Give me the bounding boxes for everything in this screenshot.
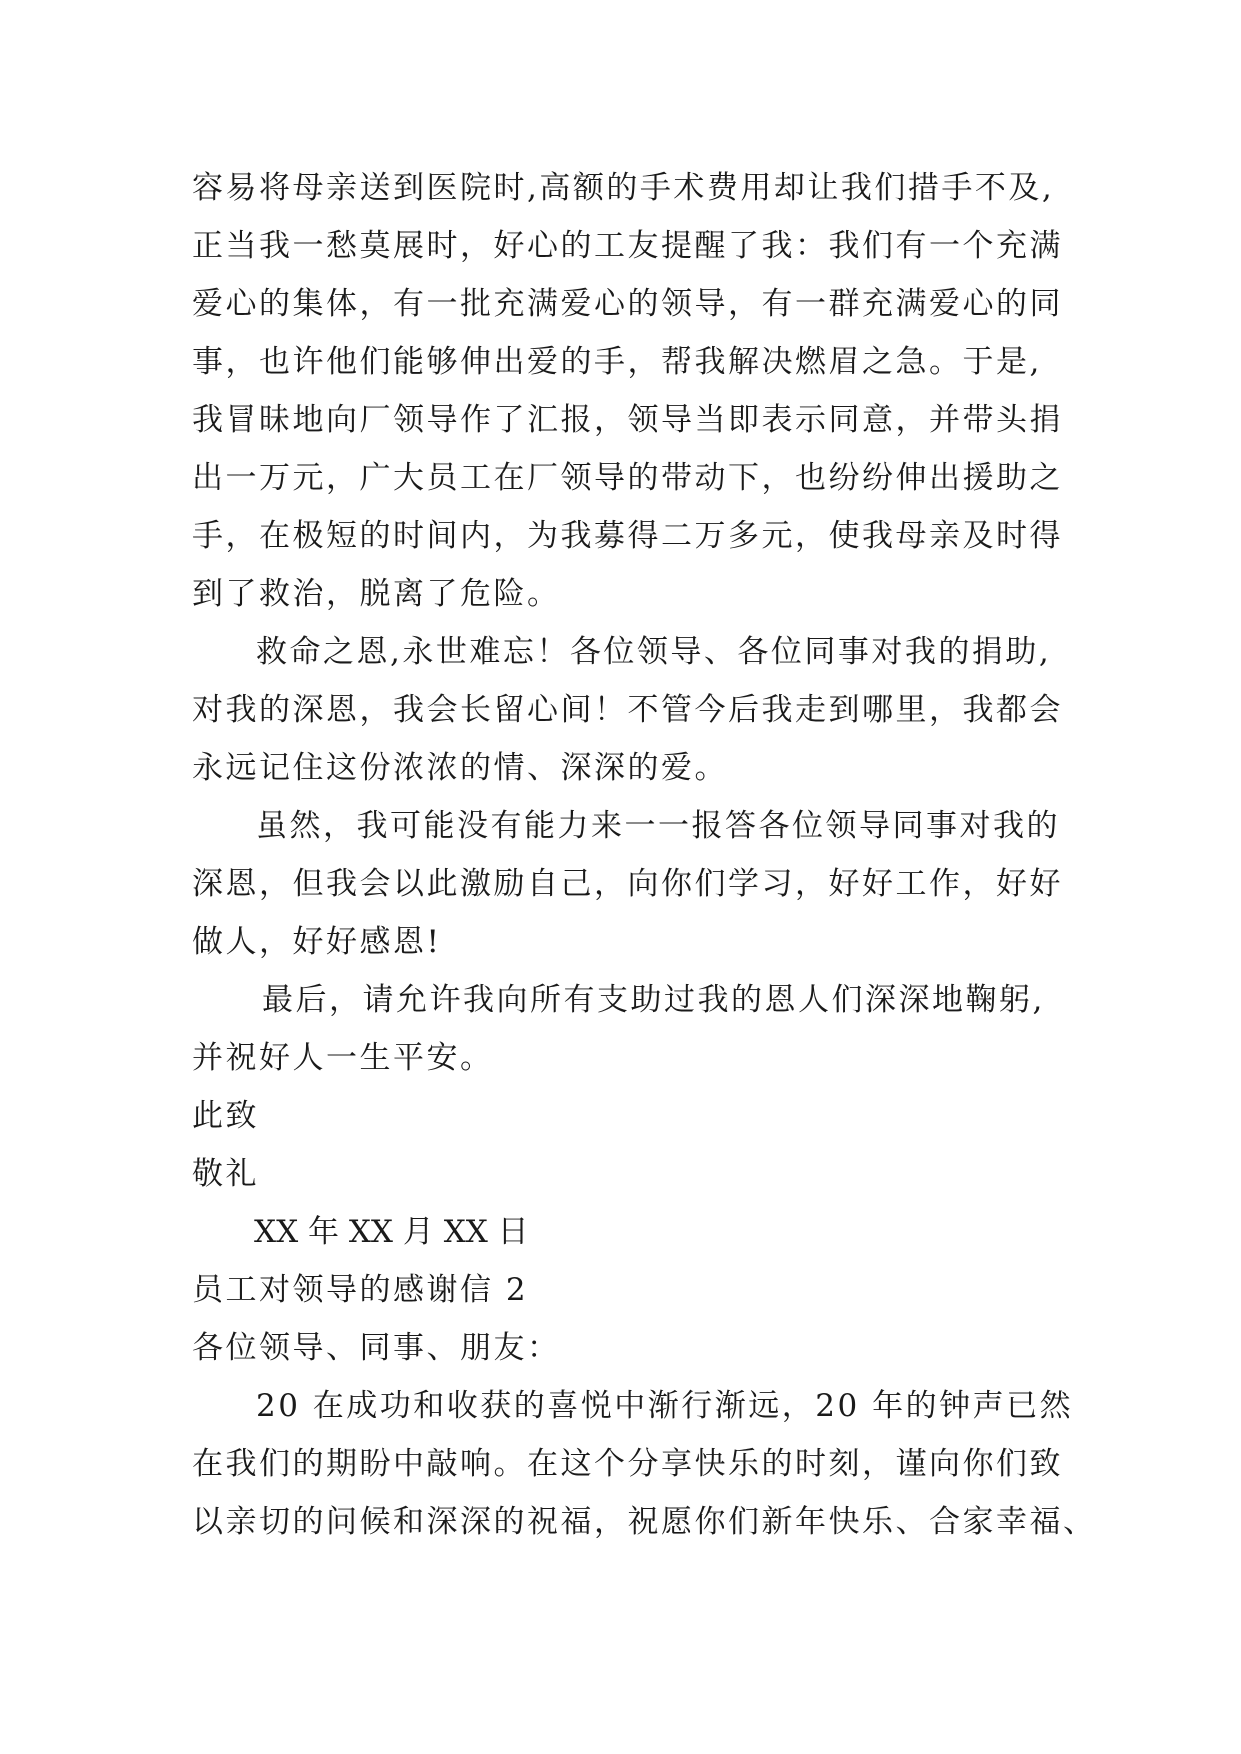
document-body	[192, 159, 1097, 1551]
letter-salutation: 各位领导、同事、朋友：	[192, 1330, 561, 1366]
paragraph-new-year	[192, 1377, 1097, 1551]
text-line: 做人，好好感恩!	[192, 924, 442, 960]
text-line: 到了救治，脱离了危险。	[192, 576, 561, 612]
text-line: 正当我一愁莫展时，好心的工友提醒了我：我们有一个充满	[192, 228, 1063, 264]
text-line: 手，在极短的时间内，为我募得二万多元，使我母亲及时得	[192, 518, 1063, 554]
text-line: 对我的深恩，我会长留心间！不管今后我走到哪里，我都会	[192, 692, 1063, 728]
closing-cizhi: 此致	[192, 1098, 259, 1134]
text-line: 虽然，我可能没有能力来一一报答各位领导同事对我的	[256, 808, 1060, 844]
text-line: 永远记住这份浓浓的情、深深的爱。	[192, 750, 728, 786]
letter-title: 员工对领导的感谢信 2	[192, 1272, 529, 1308]
paragraph-gratitude	[192, 623, 1082, 797]
text-line: 深恩，但我会以此激励自己，向你们学习，好好工作，好好	[192, 866, 1063, 902]
paragraph-repay	[192, 797, 1082, 971]
text-line: 出一万元，广大员工在厂领导的带动下，也纷纷伸出援助之	[192, 460, 1063, 496]
text-line: 20 在成功和收获的喜悦中渐行渐远，20 年的钟声已然	[256, 1388, 1074, 1424]
letter-date: XX 年 XX 月 XX 日	[254, 1214, 529, 1250]
text-line: 容易将母亲送到医院时,高额的手术费用却让我们措手不及,	[192, 170, 1055, 206]
text-line: 并祝好人一生平安。	[192, 1040, 494, 1076]
text-line: 以亲切的问候和深深的祝福，祝愿你们新年快乐、合家幸福、	[192, 1504, 1097, 1540]
text-line: 爱心的集体，有一批充满爱心的领导，有一群充满爱心的同	[192, 286, 1063, 322]
text-line: 在我们的期盼中敲响。在这个分享快乐的时刻，谨向你们致	[192, 1446, 1063, 1482]
text-line: 事，也许他们能够伸出爱的手，帮我解决燃眉之急。于是,	[192, 344, 1042, 380]
text-line: 救命之恩,永世难忘！各位领导、各位同事对我的捐助,	[256, 634, 1052, 670]
closing-jingli: 敬礼	[192, 1156, 259, 1192]
text-line: 最后，请允许我向所有支助过我的恩人们深深地鞠躬,	[262, 982, 1045, 1018]
text-line: 我冒昧地向厂领导作了汇报，领导当即表示同意，并带头捐	[192, 402, 1063, 438]
paragraph-hospital-story	[192, 159, 1082, 623]
paragraph-final	[192, 971, 1082, 1087]
